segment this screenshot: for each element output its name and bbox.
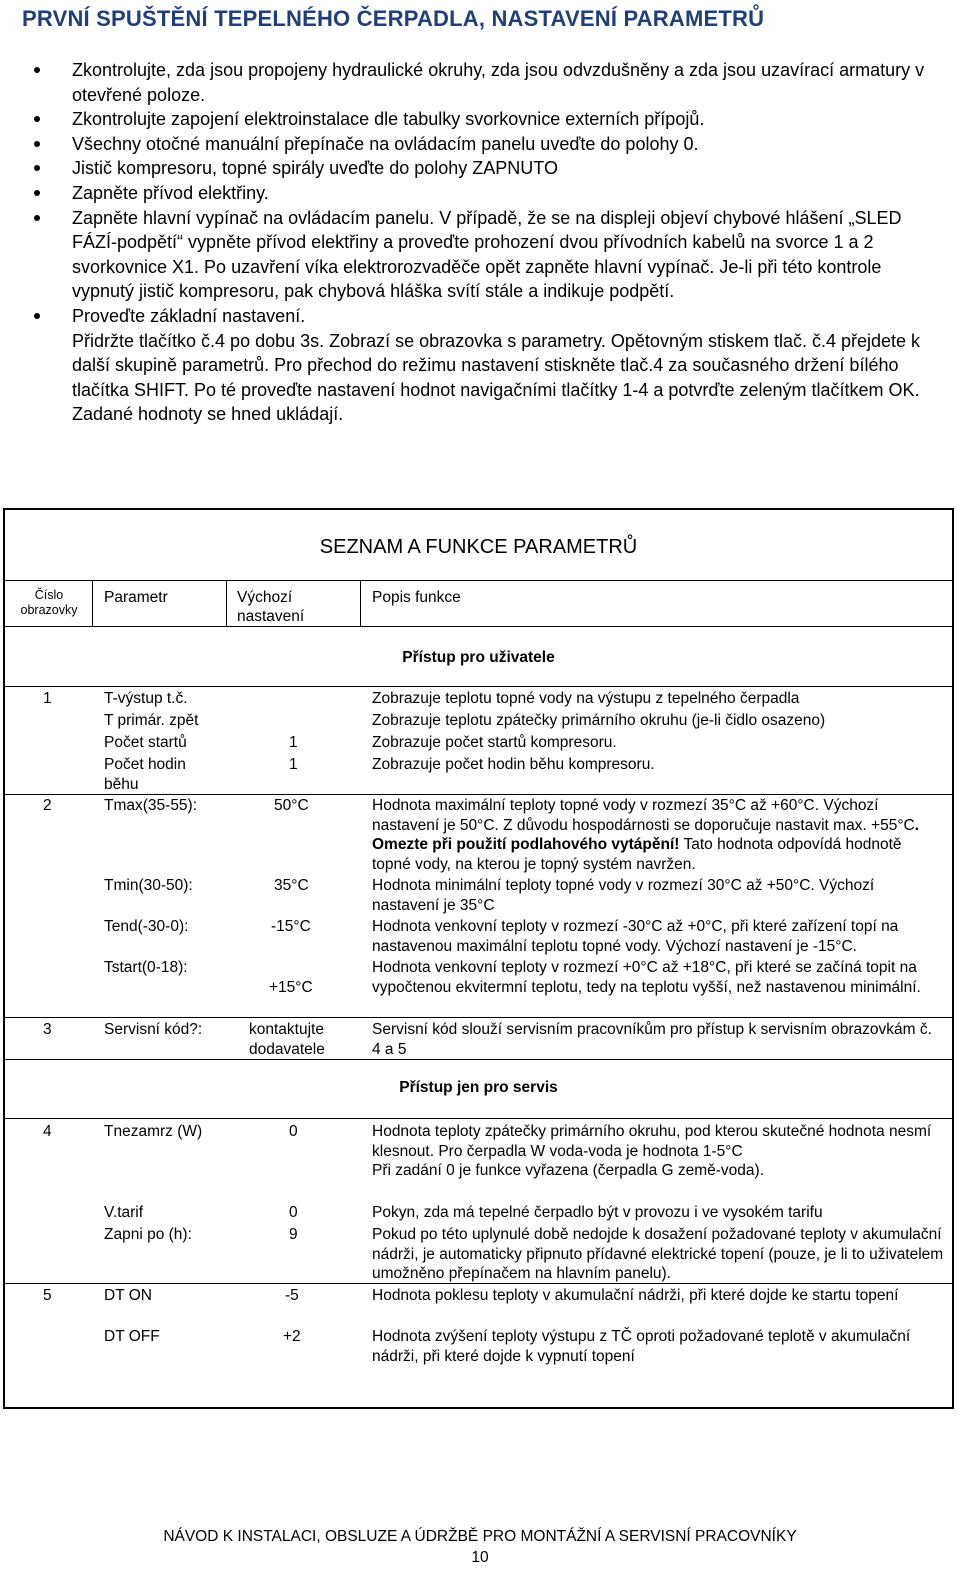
table-cell: 35°C [274, 877, 309, 894]
table-cell: Pokyn, zda má tepelné čerpadlo být v provozu i ve vysokém tarifu [372, 1204, 823, 1221]
table-cell: T-výstup t.č. [104, 690, 188, 707]
table-cell: Pokud po této uplynulé době nedojde k dosažení požadované teploty v akumulační nádrži, je automaticky připnuto přídavné elektrické topení (pouze, je li to uživatelem umožněno přepínačem na hlavním panelu). [372, 1226, 944, 1282]
table-cell: Servisní kód?: [104, 1021, 203, 1038]
divider [360, 580, 361, 627]
table-cell: Tstart(0-18): [104, 959, 188, 976]
table-cell [372, 796, 944, 874]
table-cell: -15°C [271, 918, 311, 935]
table-title: SEZNAM A FUNKCE PARAMETRŮ [319, 536, 638, 558]
table-cell: -5 [285, 1287, 299, 1304]
divider [5, 580, 952, 581]
desc-text: Hodnota teploty zpátečky primárního okruhu, pod kterou skutečné hodnota nesmí klesnout. Pro čerpadla W voda-voda je hodnota 1-5°C [372, 1123, 932, 1160]
list-item: Jistič kompresoru, topné spirály uveďte do polohy ZAPNUTO [32, 156, 937, 181]
section-user: Přístup pro uživatele [402, 649, 555, 666]
divider [5, 686, 952, 687]
divider [5, 794, 952, 795]
table-cell [372, 1122, 944, 1181]
table-cell: 2 [43, 797, 52, 814]
table-cell: DT OFF [104, 1328, 160, 1345]
table-cell: Zapni po (h): [104, 1226, 192, 1243]
table-cell: Počet hodin běhu [104, 756, 186, 793]
table-cell: Tmin(30-50): [104, 877, 193, 894]
footer-text: NÁVOD K INSTALACI, OBSLUZE A ÚDRŽBĚ PRO MONTÁŽNÍ A SERVISNÍ PRACOVNÍKY [163, 1528, 797, 1545]
table-cell: Hodnota venkovní teploty v rozmezí -30°C až +0°C, při které zařízení topí na nastavenou maximální teplotu topné vody. Výchozí nastavení je -15°C. [372, 918, 899, 955]
page-title: PRVNÍ SPUŠTĚNÍ TEPELNÉHO ČERPADLA, NASTAVENÍ PARAMETRŮ [22, 6, 765, 31]
list-item: Přidržte tlačítko č.4 po dobu 3s. Zobrazí se obrazovka s parametry. Opětovným stiskem tlač. č.4 přejdete k další skupině parametrů. Pro přechod do režimu nastavení stiskněte tlač.4 za současného držení bílého tlačítka SHIFT. Po té proveďte nastavení hodnot navigačními tlačítky 1-4 a potvrďte zeleným tlačítkem OK. Zadané hodnoty se hned ukládají. [72, 330, 921, 425]
table-cell: Zobrazuje teplotu zpátečky primárního okruhu (je-li čidlo osazeno) [372, 712, 826, 729]
table-cell: Zobrazuje počet startů kompresoru. [372, 734, 617, 751]
header-screen: Číslo obrazovky [20, 588, 78, 617]
table-cell: 4 [43, 1123, 52, 1140]
table-cell: 9 [289, 1226, 298, 1243]
table-cell: Hodnota minimální teploty topné vody v rozmezí 30°C až +50°C. Výchozí nastavení je 35°C [372, 877, 875, 914]
divider [5, 1118, 952, 1119]
divider [5, 626, 952, 627]
divider [5, 1283, 952, 1284]
table-cell: DT ON [104, 1287, 152, 1304]
table-cell: +15°C [269, 979, 313, 996]
instruction-list [32, 58, 937, 427]
table-cell: Počet startů [104, 734, 187, 751]
table-cell: 0 [289, 1204, 298, 1221]
table-cell: Tend(-30-0): [104, 918, 189, 935]
table-cell: Zobrazuje počet hodin běhu kompresoru. [372, 756, 655, 773]
table-cell: Hodnota poklesu teploty v akumulační nádrži, při které dojde ke startu topení [372, 1287, 899, 1304]
list-item: Zkontrolujte, zda jsou propojeny hydraulické okruhy, zda jsou odvzdušněny a zda jsou uzavírací armatury v otevřené poloze. [32, 58, 937, 107]
list-item: Všechny otočné manuální přepínače na ovládacím panelu uveďte do polohy 0. [32, 132, 937, 157]
list-item: Zapněte hlavní vypínač na ovládacím panelu. V případě, že se na displeji objeví chybové hlášení „SLED FÁZÍ-podpětí“ vypněte přívod elektřiny a proveďte prohození dvou přívodních kabelů na svorce 1 a 2 svorkovnice X1. Po uzavření víka elektrorozvaděče opět zapněte hlavní vypínač. Je-li při této kontrole vypnutý jistič kompresoru, pak chybová hláška svítí stále a indikuje podpětí. [32, 206, 937, 304]
parameter-table [3, 508, 954, 1409]
table-cell: Zobrazuje teplotu topné vody na výstupu z tepelného čerpadla [372, 690, 800, 707]
list-item: Proveďte základní nastavení. [32, 304, 937, 329]
divider [92, 580, 93, 627]
table-cell: 1 [289, 734, 298, 751]
desc-warning: . Omezte při použití podlahového vytápění! [372, 816, 920, 853]
header-param: Parametr [104, 589, 168, 606]
header-default: Výchozí nastavení [237, 589, 305, 625]
table-cell: 50°C [274, 797, 309, 814]
table-cell: Tmax(35-55): [104, 797, 198, 814]
section-service: Přístup jen pro servis [399, 1079, 558, 1096]
desc-text: Hodnota maximální teploty topné vody v rozmezí 35°C až +60°C. Výchozí nastavení je 50°C. Z důvodu hospodárnosti se doporučuje nastavit max. +55°C [372, 797, 915, 834]
table-cell: Hodnota zvýšení teploty výstupu z TČ oproti požadované teplotě v akumulační nádrži, při které dojde k vypnutí topení [372, 1328, 911, 1365]
table-cell: V.tarif [104, 1204, 144, 1221]
desc-text: Tato hodnota odpovídá hodnotě topné vody, na kterou je topný systém navržen. [372, 836, 902, 873]
divider [5, 1017, 952, 1018]
list-item: Zapněte přívod elektřiny. [32, 181, 937, 206]
table-cell: T primár. zpět [104, 712, 199, 729]
divider [5, 1059, 952, 1060]
divider [226, 580, 227, 627]
table-cell: Hodnota venkovní teploty v rozmezí +0°C až +18°C, při které se začíná topit na vypočtenou ekvitermní teplotu, tedy na teplotu vyšší, než nastavenou minimální. [372, 959, 921, 996]
table-cell: +2 [283, 1328, 301, 1345]
table-cell: kontaktujte dodavatele [249, 1021, 325, 1058]
table-cell: 1 [289, 756, 298, 773]
table-cell: Servisní kód slouží servisním pracovníkům pro přístup k servisním obrazovkám č. 4 a 5 [372, 1021, 932, 1058]
page-number: 10 [471, 1549, 489, 1566]
table-cell: 0 [289, 1123, 298, 1140]
desc-text: Při zadání 0 je funkce vyřazena (čerpadla G země-voda). [372, 1162, 764, 1179]
table-cell: 5 [43, 1287, 52, 1304]
table-cell: 3 [43, 1021, 52, 1038]
table-cell: 1 [43, 690, 52, 707]
table-cell: Tnezamrz (W) [104, 1123, 203, 1140]
list-item: Zkontrolujte zapojení elektroinstalace dle tabulky svorkovnice externích přípojů. [32, 107, 937, 132]
header-desc: Popis funkce [372, 589, 461, 606]
